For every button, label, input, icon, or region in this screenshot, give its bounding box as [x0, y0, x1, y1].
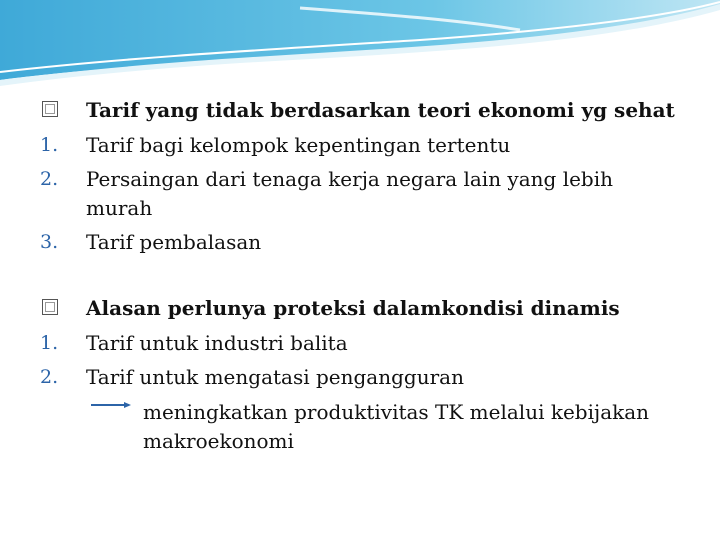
list-item-text: Tarif untuk industri balita [86, 331, 348, 355]
list-number: 1. [40, 332, 59, 354]
list-item-text-continued: murah [86, 196, 153, 220]
list-number: 2. [40, 366, 59, 388]
section2-heading: Alasan perlunya proteksi dalamkondisi dinamis [86, 296, 620, 320]
section1-heading: Tarif yang tidak berdasarkan teori ekonomi yg sehat [86, 98, 675, 122]
arrow-note-text: meningkatkan produktivitas TK melalui kebijakan [143, 400, 650, 424]
list-number: 1. [40, 134, 59, 156]
arrow-note-text-continued: makroekonomi [143, 429, 294, 453]
list-item-text: Tarif bagi kelompok kepentingan tertentu [86, 133, 511, 157]
list-number: 3. [40, 231, 59, 253]
checkbox-bullet-icon [42, 299, 58, 315]
arrow-right-icon [90, 398, 132, 412]
list-item-text: Tarif untuk mengatasi pengangguran [86, 365, 464, 389]
list-item-text: Tarif pembalasan [86, 230, 262, 254]
list-number: 2. [40, 168, 59, 190]
checkbox-bullet-icon [42, 101, 58, 117]
header-wave-decoration [0, 0, 720, 90]
list-item-text: Persaingan dari tenaga kerja negara lain yang lebih [86, 167, 614, 191]
